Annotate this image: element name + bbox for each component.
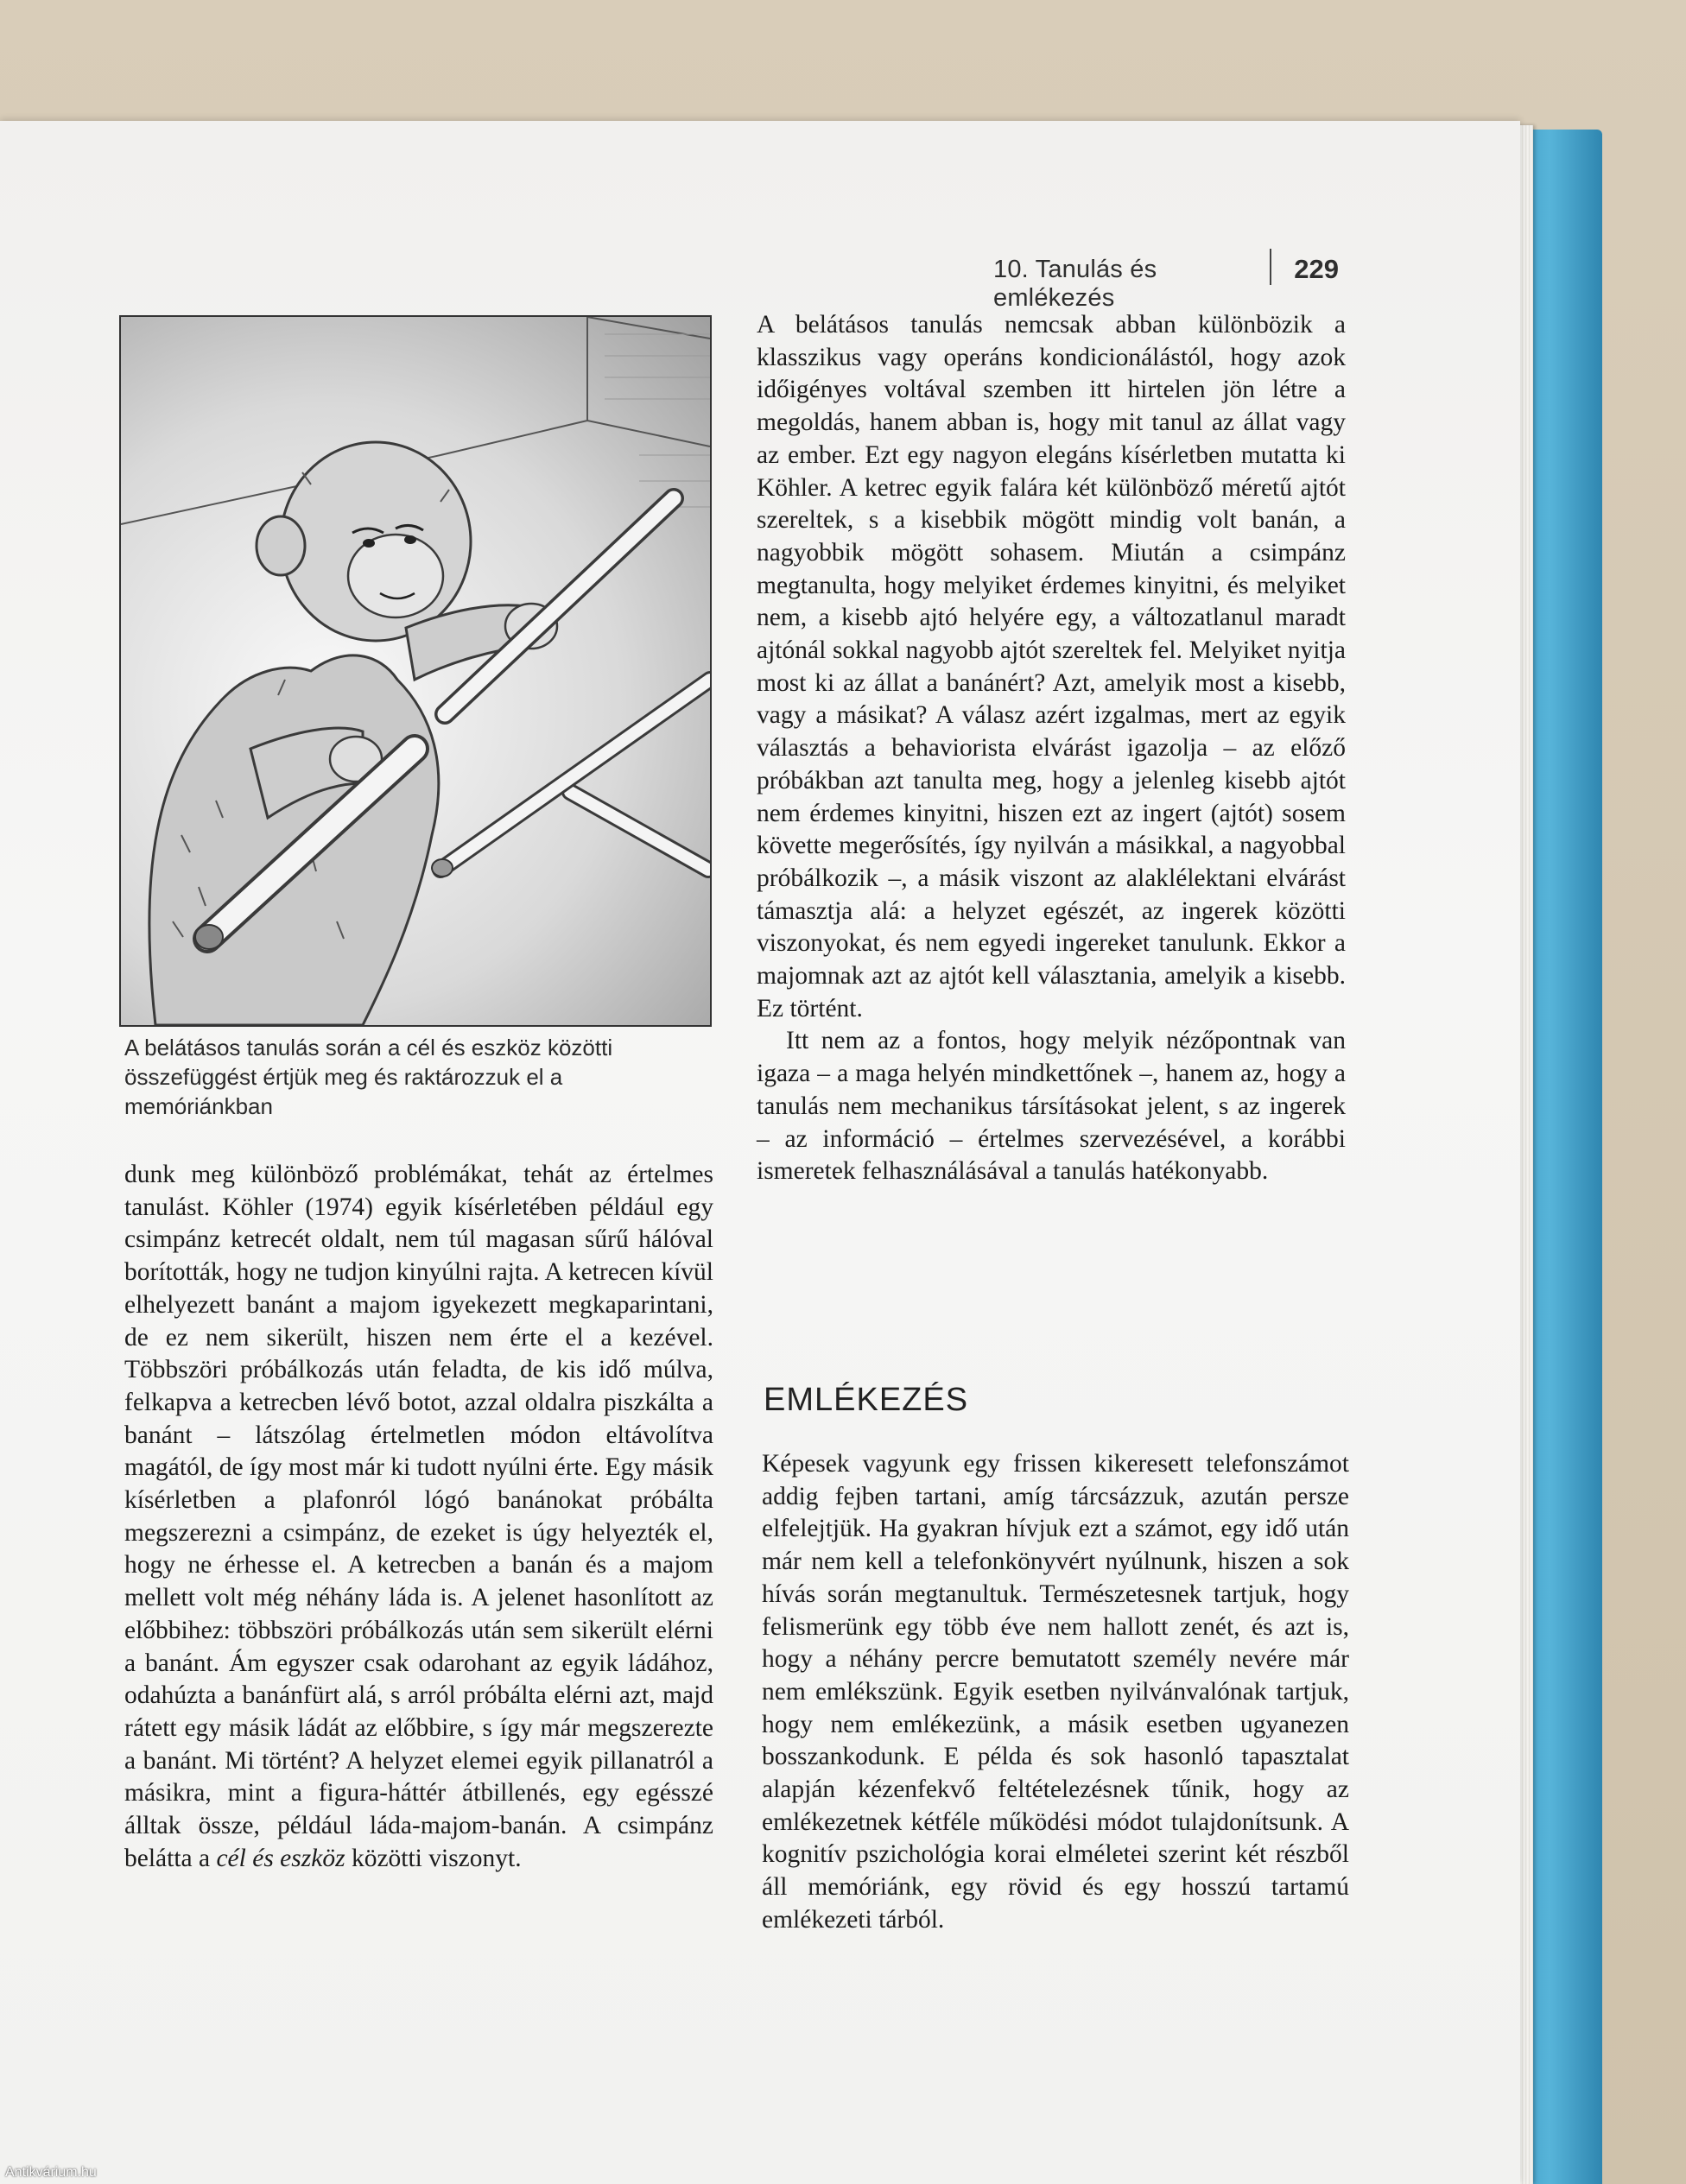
left-column: [124, 1159, 713, 1875]
left-paragraph: [124, 1159, 713, 1875]
right-paragraph-3: Képesek vagyunk egy frissen kikeresett telefonszámot addig fejben tartani, amíg tárcsázzuk, azután persze elfelejtjük. Ha gyakran hívjuk ezt a számot, egy idő után már nem kell a telefonkönyvért nyúlnunk, hiszen a sok hívás során megtanultuk. Természetesnek tartjuk, hogy felismerünk egy több éve nem hallott zenét, és azt is, hogy a néhány percre bemutatott személy nevére már nem emlékszünk. Egyik esetben nyilvánvalónak tartjuk, hogy nem emlékezünk, a másik esetben ugyanezen bosszankodunk. E példa és sok hasonló tapasztalat alapján kézenfekvő feltételezésnek tűnik, hogy az emlékezetnek kétféle működési módot tulajdonítsunk. A kognitív pszichológia korai elméletei szerint két részből áll memóriánk, egy rövid és egy hosszú tartamú emlékezeti tárból.: [762, 1450, 1349, 1934]
section-heading: EMLÉKEZÉS: [764, 1382, 969, 1418]
left-paragraph-ending: közötti viszonyt.: [345, 1844, 522, 1872]
page-number: 229: [1294, 254, 1339, 284]
right-paragraph-2: Itt nem az a fontos, hogy melyik nézőpontnak van igaza – a maga helyén mindkettőnek –, hanem az, hogy a tanulás nem mechanikus társításokat jelent, s az ingerek – az információ – értelmes szervezésével, a korábbi ismeretek felhasználásával a tanulás hatékonyabb.: [757, 1027, 1346, 1186]
chimpanzee-illustration: [119, 315, 712, 1027]
cage-mesh: [605, 334, 710, 507]
left-paragraph-text: dunk meg különböző problémákat, tehát az értelmes tanulást. Köhler (1974) egyik kísérletében például egy csimpánz ketrecét oldalt, nem túl magasan sűrű hálóval borították, hogy ne tudjon kinyúlni rajta. A ketrecen kívül elhelyezett banánt a majom igyekezett megkaparintani, de ez nem sikerült, hiszen nem érte el a kezével. Többszöri próbálkozás után feladta, de kis idő múlva, felkapva a ketrecben lévő botot, azzal oldalra piszkálta a banánt – látszólag értelmetlen módon eltávolítva magától, de így most már ki tudott nyúlni érte. Egy másik kísérletben a plafonról lógó banánokat próbálta megszerezni a csimpánz, de ezeket is úgy helyezték el, hogy ne érhesse el. A ketrecben a banán és a majom mellett volt még néhány láda is. A jelenet hasonlított az előbbihez: többszöri próbálkozás után sem sikerült elérni a banánt. Ám egyszer csak odarohant az egyik ládához, odahúzta a banánfürt alá, s arról próbálta elérni azt, majd rátett egy másik ládát az előbbire, s így már megszerezte a banánt. Mi történt? A helyzet elemei egyik pillanatról a másikra, mint a figura-háttér átbillenés, egy egésszé álltak össze, például láda-majom-banán. A csimpánz belátta a: [124, 1161, 713, 1872]
figure-caption: A belátásos tanulás során a cél és eszköz közötti összefüggést értjük meg és raktározzuk el a memóriánkban: [124, 1035, 613, 1119]
right-paragraph-1: A belátásos tanulás nemcsak abban különbözik a klasszikus vagy operáns kondicionálástól, hogy azok időigényes voltával szemben itt hirtelen jön létre a megoldás, hanem abban is, hogy mit tanul az állat vagy az ember. Ezt egy nagyon elegáns kísérletben mutatta ki Köhler. A ketrec egyik falára két különböző méretű ajtót szereltek, s a kisebbik mögött mindig volt banán, a nagyobbik mögött sohasem. Miután a csimpánz megtanulta, hogy melyiket érdemes kinyitni, és melyiket nem, a kisebb ajtó helyére egy, a változatlanul maradt ajtónál sokkal nagyobb ajtót szereltek fel. Melyiket nyitja most ki az állat a banánért? Azt, amelyik most a kisebb, vagy a másikat? A válasz azért izgalmas, mert az egyik választás a behaviorista elvárást igazolja – az előző próbákban azt tanulta meg, hogy a jelenleg kisebb ajtót nem érdemes kinyitni, hiszen ezt az ingert (ajtót) sosem követte megerősítés, így nyilván a másikkal, a nagyobbal próbálkozik –, a másik viszont az alaklélektani elvárást támasztja alá: a helyzet egészét, az ingerek közötti viszonyokat, és nem egyedi ingereket tanulunk. Ekkor a majomnak azt az ajtót kell választania, amelyik a kisebb. Ez történt.: [757, 311, 1346, 1022]
watermark: Antikvárium.hu: [5, 2165, 97, 2180]
chapter-title: 10. Tanulás és emlékezés: [993, 256, 1157, 312]
chimpanzee-drawing: [121, 317, 710, 1025]
left-paragraph-emphasis: cél és eszköz: [216, 1844, 345, 1872]
right-column-top: [757, 309, 1346, 1188]
running-header: [993, 254, 1339, 312]
header-separator: [1270, 249, 1271, 285]
right-column-bottom: [762, 1448, 1349, 1937]
